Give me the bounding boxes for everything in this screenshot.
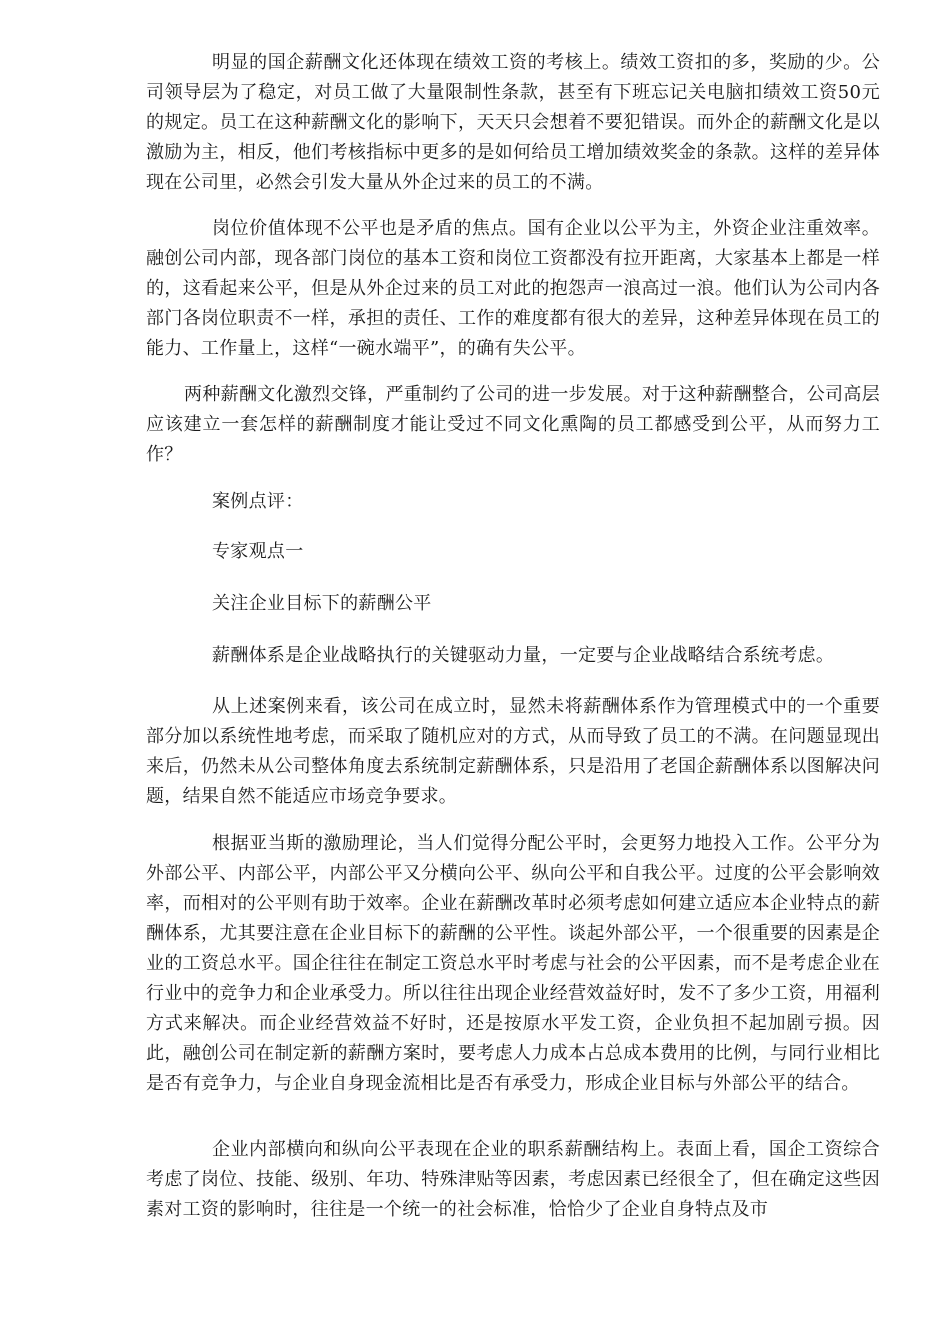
paragraph-internal-fairness: 企业内部横向和纵向公平表现在企业的职系薪酬结构上。表面上看，国企工资综合考虑了岗位、技能、级别、年功、特殊津贴等因素，考虑因素已经很全了，但在确定这些因素对工资的影响时，往往是一个统一的社会标准，恰恰少了企业自身特点及市 bbox=[146, 1139, 880, 1220]
paragraph-question: 两种薪酬文化激烈交锋，严重制约了公司的进一步发展。对于这种薪酬整合，公司高层应该建立一套怎样的薪酬制度才能让受过不同文化熏陶的员工都感受到公平，从而努力工作？ bbox=[146, 384, 880, 465]
paragraph-case-analysis: 从上述案例来看，该公司在成立时，显然未将薪酬体系作为管理模式中的一个重要部分加以系统性地考虑，而采取了随机应对的方式，从而导致了员工的不满。在问题显现出来后，仍然未从公司整体角度去系统制定薪酬体系，只是沿用了老国企薪酬体系以图解决问题，结果自然不能适应市场竞争要求。 bbox=[146, 696, 880, 807]
section-heading-case-review: 案例点评： bbox=[212, 491, 304, 512]
paragraph-strategy: 薪酬体系是企业战略执行的关键驱动力量，一定要与企业战略结合系统考虑。 bbox=[212, 645, 835, 666]
paragraph-position-value: 岗位价值体现不公平也是矛盾的焦点。国有企业以公平为主，外资企业注重效率。融创公司内部，现各部门岗位的基本工资和岗位工资都没有拉开距离，大家基本上都是一样的，这看起来公平，但是从外企过来的员工对此的抱怨声一浪高过一浪。他们认为公司内各部门各岗位职责不一样，承担的责任、工作的难度都有很大的差异，这种差异体现在员工的能力、工作量上，这样“一碗水端平”，的确有失公平。 bbox=[146, 218, 880, 359]
paragraph-performance-pay: 明显的国企薪酬文化还体现在绩效工资的考核上。绩效工资扣的多，奖励的少。公司领导层为了稳定，对员工做了大量限制性条款，甚至有下班忘记关电脑扣绩效工资50元的规定。员工在这种薪酬文化的影响下，天天只会想着不要犯错误。而外企的薪酬文化是以激励为主，相反，他们考核指标中更多的是如何给员工增加绩效奖金的条款。这样的差异体现在公司里，必然会引发大量从外企过来的员工的不满。 bbox=[146, 52, 880, 193]
section-heading-topic: 关注企业目标下的薪酬公平 bbox=[212, 593, 432, 614]
section-heading-expert-view: 专家观点一 bbox=[212, 541, 304, 562]
paragraph-adams-theory: 根据亚当斯的激励理论，当人们觉得分配公平时，会更努力地投入工作。公平分为外部公平、内部公平，内部公平又分横向公平、纵向公平和自我公平。过度的公平会影响效率，而相对的公平则有助于效率。企业在薪酬改革时必须考虑如何建立适应本企业特点的薪酬体系，尤其要注意在企业目标下的薪酬的公平性。谈起外部公平，一个很重要的因素是企业的工资总水平。国企往往在制定工资总水平时考虑与社会的公平因素，而不是考虑企业在行业中的竞争力和企业承受力。所以往往出现企业经营效益好时，发不了多少工资，用福利方式来解决。而企业经营效益不好时，还是按原水平发工资，企业负担不起加剧亏损。因此，融创公司在制定新的薪酬方案时，要考虑人力成本占总成本费用的比例，与同行业相比是否有竞争力，与企业自身现金流相比是否有承受力，形成企业目标与外部公平的结合。 bbox=[146, 833, 880, 1094]
